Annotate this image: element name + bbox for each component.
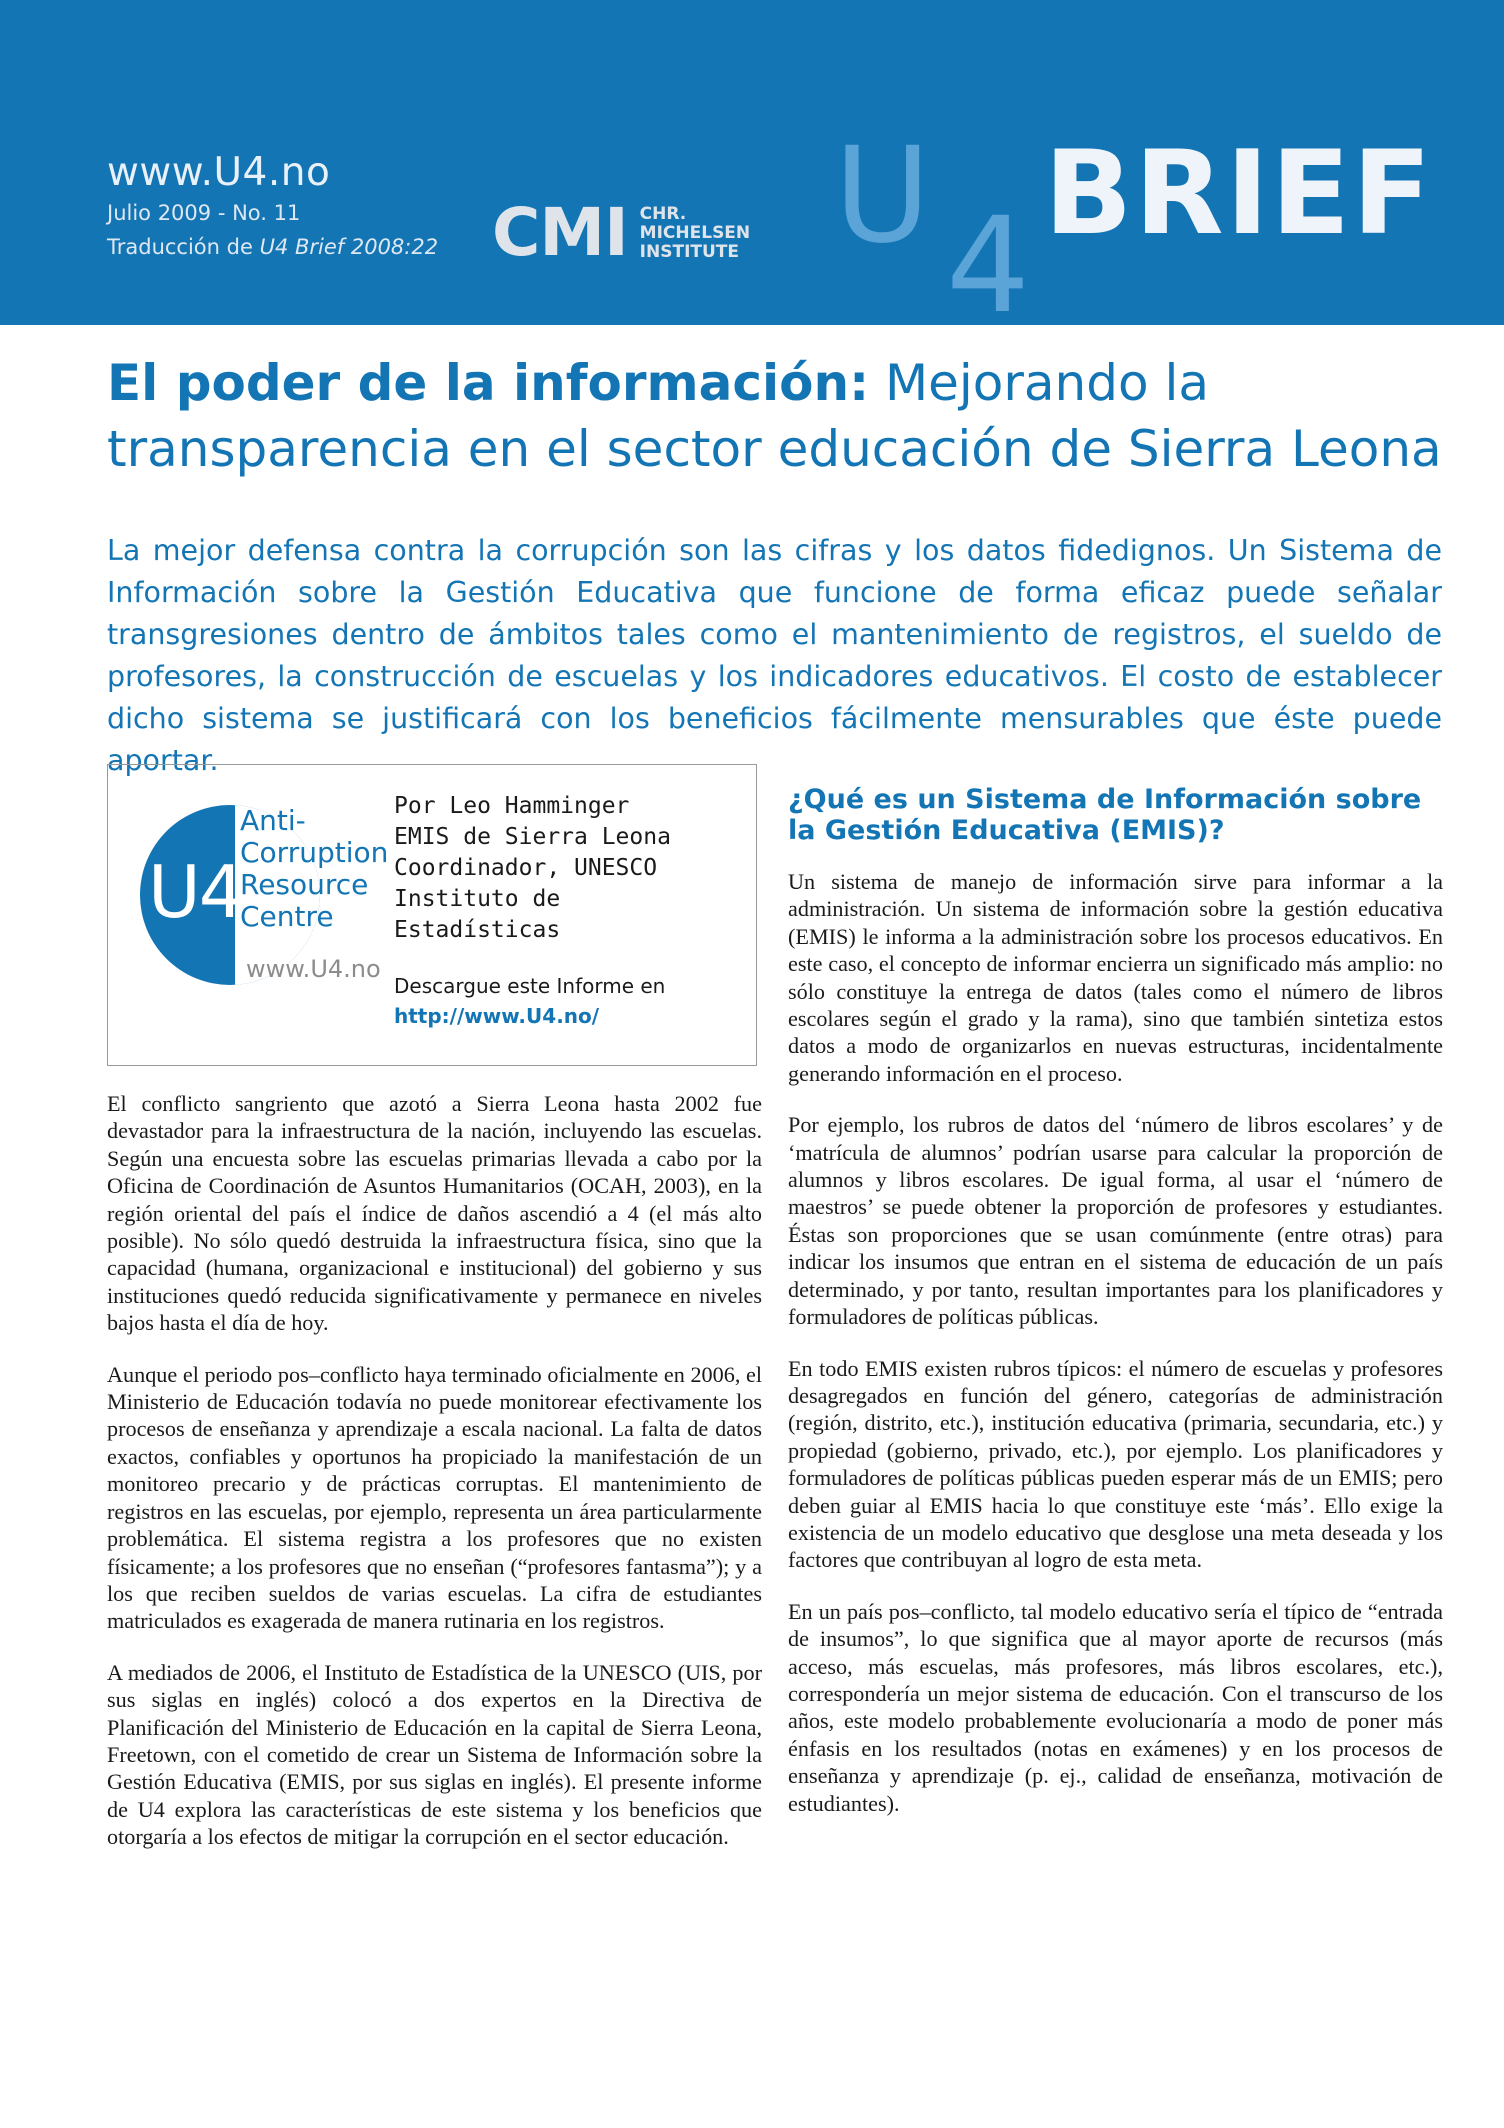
logo-text	[240, 805, 388, 933]
section-heading: ¿Qué es un Sistema de Información sobre la Gestión Educativa (EMIS)?	[788, 784, 1422, 846]
author-line-3: Coordinador, UNESCO	[394, 855, 658, 881]
page-title	[107, 350, 1447, 482]
author-info	[394, 791, 671, 946]
body-paragraph: A mediados de 2006, el Instituto de Estadística de la UNESCO (UIS, por sus siglas en inglés) colocó a dos expertos en la Directiva de Planificación del Ministerio de Educación en la capital de Sierra Leona, Freetown, con el cometido de crear un Sistema de Información sobre la Gestión Educativa (EMIS, por sus siglas en inglés). El presente informe de U4 explora las características de este sistema y los beneficios que otorgaría a los efectos de mitigar la corrupción en el sector educación.	[107, 1659, 762, 1850]
cmi-line-3: INSTITUTE	[639, 241, 739, 262]
translation-ref: U4 Brief 2008:22	[259, 235, 439, 259]
author-box	[107, 764, 757, 1066]
author-line-2: EMIS de Sierra Leona	[394, 824, 671, 850]
right-column	[788, 868, 1443, 1841]
logo-url: www.U4.no	[246, 955, 381, 983]
logo-u4-mark: U4	[148, 850, 243, 934]
body-paragraph: El conflicto sangriento que azotó a Sierra Leona hasta 2002 fue devastador para la infraestructura de la nación, incluyendo las escuelas. Según una encuesta sobre las escuelas primarias llevada a cabo por la Oficina de Coordinación de Asuntos Humanitarios (OCAH, 2003), en la región oriental del país el índice de daños ascendió a 4 (el más alto posible). No sólo quedó destruida la infraestructura física, sino que la capacidad (humana, organizacional e institucional) del gobierno y sus instituciones quedó reducida significativamente y permanece en niveles bajos hasta el día de hoy.	[107, 1091, 762, 1336]
header-meta	[107, 150, 438, 264]
body-paragraph: Aunque el periodo pos–conflicto haya terminado oficialmente en 2006, el Ministerio de Educación todavía no puede monitorear efectivamente los procesos de enseñanza y aprendizaje a escala nacional. La falta de datos exactos, confiables y oportunos ha propiciado la manifestación de un monitoreo precario y de prácticas corruptas. El mantenimiento de registros en las escuelas, por ejemplo, representa un área particularmente problemática. El sistema registra a los profesores que no existen físicamente; a los profesores que no enseñan (“profesores fantasma”); y a los que reciben sueldos de varias escuelas. La cifra de estudiantes matriculados es exagerada de manera rutinaria en los registros.	[107, 1361, 762, 1634]
lead-paragraph: La mejor defensa contra la corrupción son las cifras y los datos fidedignos. Un Sistema de Información sobre la Gestión Educativa que funcione de forma eficaz puede señalar transgresiones dentro de ámbitos tales como el mantenimiento de registros, el sueldo de profesores, la construcción de escuelas y los indicadores educativos. El costo de establecer dicho sistema se justificará con los beneficios fácilmente mensurables que éste puede aportar.	[107, 534, 1442, 777]
cmi-line-2: MICHELSEN	[639, 222, 751, 243]
logo-line-2: Corruption	[240, 836, 389, 869]
cmi-logo-mark: CMI	[492, 194, 628, 271]
download-info	[394, 971, 665, 1031]
author-line-1: Por Leo Hamminger	[394, 793, 630, 819]
logo-line-4: Centre	[240, 900, 334, 933]
header-url[interactable]: www.U4.no	[107, 150, 331, 195]
header-banner	[0, 0, 1504, 325]
download-label: Descargue este Informe en	[394, 974, 666, 998]
left-column	[107, 1090, 762, 1875]
title-sub: Mejorando la transparencia en el sector educación de Sierra Leona	[107, 354, 1442, 478]
title-main: El poder de la información:	[107, 354, 870, 412]
body-paragraph: En todo EMIS existen rubros típicos: el número de escuelas y profesores desagregados en función del género, categorías de administración (región, distrito, etc.), institución educativa (primaria, secundaria, etc.) y propiedad (gobierno, privado, etc.), por ejemplo. Los planificadores y formuladores de políticas públicas pueden esperar más de un EMIS; pero deben guiar al EMIS hacia lo que constituye este ‘más’. Ello exige la existencia de un modelo educativo que desglose una meta deseada y los factores que contribuyan al logro de esta meta.	[788, 1355, 1443, 1573]
author-line-5: Estadísticas	[394, 917, 561, 943]
u4-brief-logo	[834, 119, 1474, 325]
brand-u: U	[834, 119, 931, 273]
translation-note	[107, 230, 438, 264]
brand-brief: BRIEF	[1044, 126, 1434, 261]
translation-prefix: Traducción de	[107, 235, 260, 259]
body-paragraph: En un país pos–conflicto, tal modelo educativo sería el típico de “entrada de insumos”, lo que significa que al mayor aporte de recursos (más acceso, más escuelas, más profesores, más libros escolares, etc.), correspondería un mejor sistema de educación. Con el transcurso de los años, este modelo probablemente evolucionaría a modo de poner más énfasis en los resultados (notas en exámenes) y en los procesos de enseñanza y aprendizaje (p. ej., calidad de enseñanza, motivación de estudiantes).	[788, 1598, 1443, 1816]
cmi-line-1: CHR.	[639, 203, 687, 224]
author-line-4: Instituto de	[394, 886, 561, 912]
logo-line-1: Anti-	[240, 804, 306, 837]
u4-acrc-logo	[128, 804, 389, 1025]
logo-line-3: Resource	[240, 868, 369, 901]
issue-number: Julio 2009 - No. 11	[107, 201, 301, 225]
cmi-logo	[492, 194, 751, 271]
brand-4: 4	[946, 189, 1030, 325]
body-paragraph: Un sistema de manejo de información sirve para informar a la administración. Un sistema de información sobre la gestión educativa (EMIS) le informa a la administración sobre los procesos educativos. En este caso, el concepto de informar encierra un significado más amplio: no sólo constituye la entrega de datos (tales como el número de libros escolares según el grado y la rama), sino que también sintetiza estos datos a modo de organizarlos en nuevas estructuras, incidentalmente generando información en el proceso.	[788, 869, 1443, 1086]
body-paragraph: Por ejemplo, los rubros de datos del ‘número de libros escolares’ y de ‘matrícula de alumnos’ podrían usarse para calcular la proporción de alumnos y libros escolares. De igual forma, al usar el ‘número de maestros’ se puede obtener la proporción de profesores y estudiantes. Éstas son proporciones que se usan comúnmente (entre otras) para indicar los insumos que entran en el sistema de educación de un país determinado, y por tanto, resultan importantes para los planificadores y formuladores de políticas públicas.	[788, 1112, 1443, 1330]
cmi-logo-text	[640, 205, 750, 262]
download-link[interactable]: http://www.U4.no/	[394, 1004, 600, 1028]
